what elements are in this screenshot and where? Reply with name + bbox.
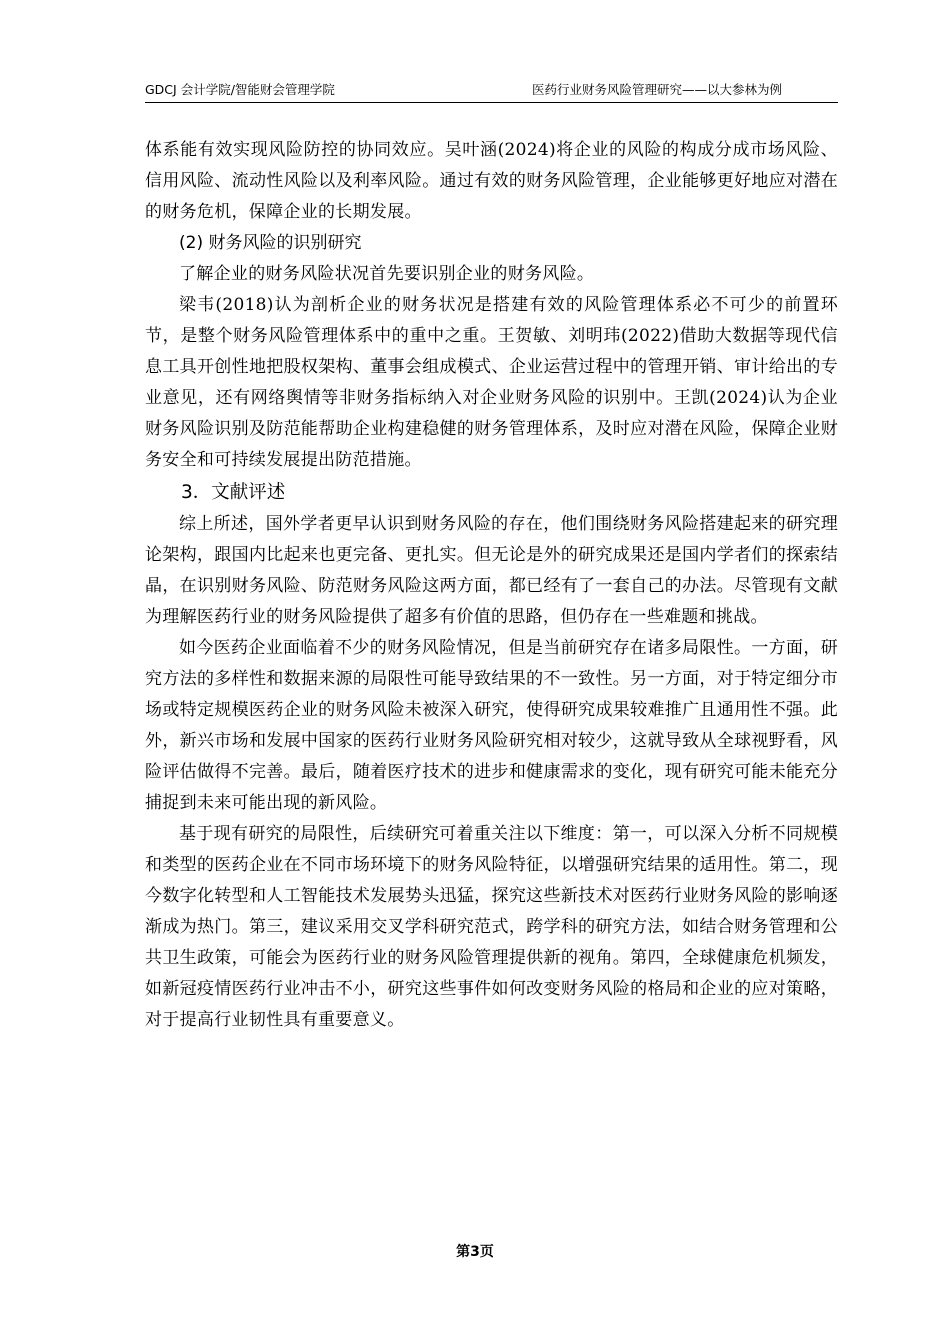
- header-paper-title: 医药行业财务风险管理研究——以大参林为例: [531, 82, 782, 97]
- header-institution: GDCJ 会计学院/智能财会管理学院: [145, 82, 335, 97]
- subheading-risk-identification: (2) 财务风险的识别研究: [179, 233, 362, 253]
- paragraph-identification-intro: 了解企业的财务风险状况首先要识别企业的财务风险。: [179, 264, 595, 284]
- page-number: 第3页: [456, 1244, 494, 1260]
- paragraph-identification-literature: 梁韦(2018)认为剖析企业的财务状况是搭建有效的风险管理体系必不可少的前置环节，是整个财务风险管理体系中的重中之重。王贺敏、刘明玮(2022)借助大数据等现代信息工具开创性地把股权架构、董事会组成模式、企业运营过程中的管理开销、审计给出的专业意见，还有网络舆情等非财务指标纳入对企业财务风险的识别中。王凯(2024)认为企业财务风险识别及防范能帮助企业构建稳健的财务管理体系，及时应对潜在风险，保障企业财务安全和可持续发展提出防范措施。: [145, 295, 838, 470]
- paragraph-review-limitations: 如今医药企业面临着不少的财务风险情况，但是当前研究存在诸多局限性。一方面，研究方法的多样性和数据来源的局限性可能导致结果的不一致性。另一方面，对于特定细分市场或特定规模医药企业的财务风险未被深入研究，使得研究成果较难推广且通用性不强。此外，新兴市场和发展中国家的医药行业财务风险研究相对较少，这就导致从全球视野看，风险评估做得不完善。最后，随着医疗技术的进步和健康需求的变化，现有研究可能未能充分捕捉到未来可能出现的新风险。: [145, 638, 838, 813]
- page-body: [145, 135, 838, 1036]
- section-heading-literature-review: 3．文献评述: [181, 482, 286, 503]
- page-header: [145, 78, 838, 103]
- paragraph-review-future-research: 基于现有研究的局限性，后续研究可着重关注以下维度：第一，可以深入分析不同规模和类型的医药企业在不同市场环境下的财务风险特征，以增强研究结果的适用性。第二，现今数字化转型和人工智能技术发展势头迅猛，探究这些新技术对医药行业财务风险的影响逐渐成为热门。第三，建议采用交叉学科研究范式，跨学科的研究方法，如结合财务管理和公共卫生政策，可能会为医药行业的财务风险管理提供新的视角。第四，全球健康危机频发，如新冠疫情医药行业冲击不小，研究这些事件如何改变财务风险的格局和企业的应对策略，对于提高行业韧性具有重要意义。: [145, 824, 838, 1030]
- paragraph-review-summary: 综上所述，国外学者更早认识到财务风险的存在，他们围绕财务风险搭建起来的研究理论架构，跟国内比起来也更完备、更扎实。但无论是外的研究成果还是国内学者们的探索结晶，在识别财务风险、防范财务风险这两方面，都已经有了一套自己的办法。尽管现有文献为理解医药行业的财务风险提供了超多有价值的思路，但仍存在一些难题和挑战。: [145, 514, 838, 627]
- paragraph-continuation: 体系能有效实现风险防控的协同效应。吴叶涵(2024)将企业的风险的构成分成市场风险、信用风险、流动性风险以及利率风险。通过有效的财务风险管理，企业能够更好地应对潜在的财务危机，保障企业的长期发展。: [145, 140, 838, 222]
